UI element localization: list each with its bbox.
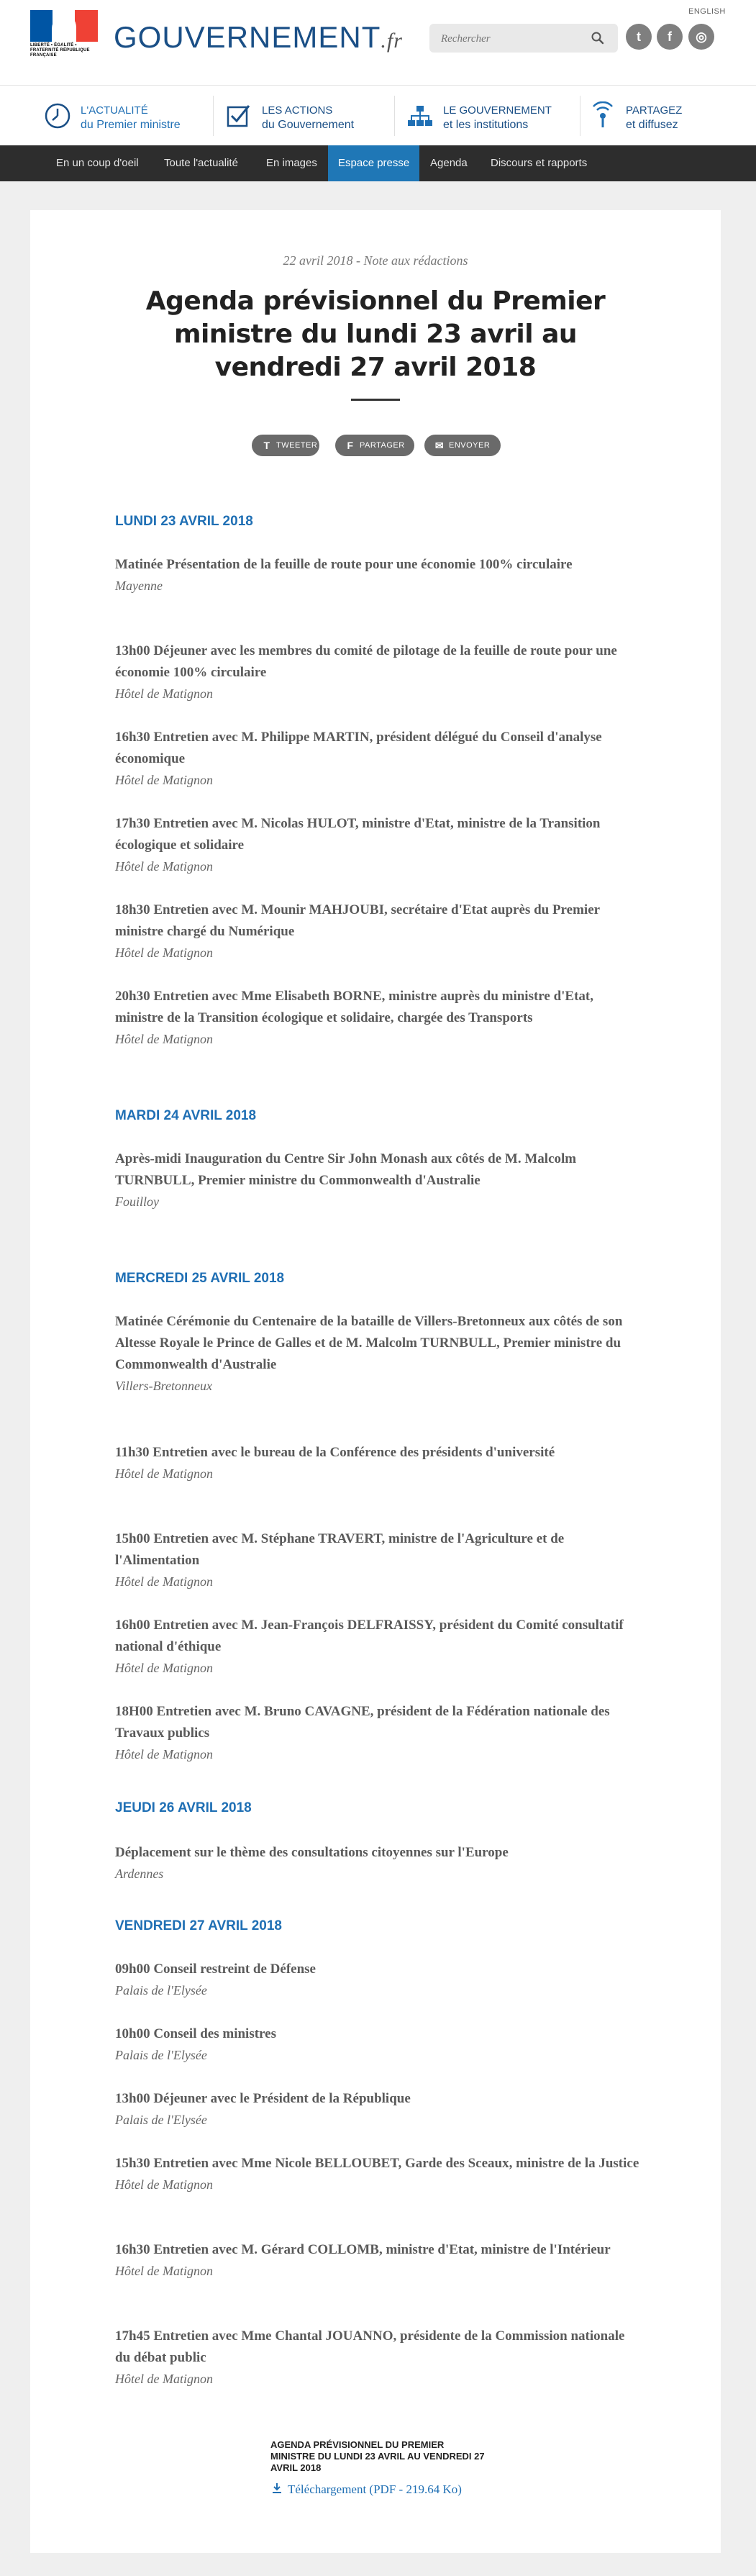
- agenda-entry: 17h45 Entretien avec Mme Chantal JOUANNO, présidente de la Commission nationale du débat public Hôtel de Matignon: [115, 2328, 625, 2386]
- subnav-tab-en-un-coup-doeil[interactable]: En un coup d'oeil: [56, 157, 139, 169]
- download-box: [270, 2439, 486, 2498]
- email-share-button[interactable]: ✉ ENVOYER: [424, 435, 501, 456]
- agenda-entry: 16h00 Entretien avec M. Jean-François DELFRAISSY, président du Comité consultatif national d'éthique Hôtel de Matignon: [115, 1618, 624, 1675]
- article-card: [30, 210, 721, 2553]
- twitter-icon: T: [263, 440, 270, 451]
- sub-navigation: [0, 145, 756, 181]
- section-gouvernement[interactable]: LE GOUVERNEMENT et les institutions: [406, 96, 573, 136]
- day-heading-lundi: LUNDI 23 AVRIL 2018: [115, 514, 253, 529]
- agenda-entry: 15h30 Entretien avec Mme Nicole BELLOUBET, Garde des Sceaux, ministre de la Justice Hôtel de Matignon: [115, 2156, 639, 2192]
- agenda-entry: 16h30 Entretien avec M. Gérard COLLOMB, ministre d'Etat, ministre de l'Intérieur Hôtel de Matignon: [115, 2242, 611, 2278]
- instagram-icon[interactable]: ◎: [688, 24, 714, 50]
- section-partagez[interactable]: PARTAGEZ et diffusez: [588, 96, 718, 136]
- agenda-entry: 10h00 Conseil des ministres Palais de l'Elysée: [115, 2026, 276, 2062]
- facebook-icon[interactable]: f: [657, 24, 683, 50]
- share-buttons: [30, 435, 721, 456]
- agenda-entry: Matinée Présentation de la feuille de route pour une économie 100% circulaire Mayenne: [115, 557, 573, 593]
- section-actualite[interactable]: L'ACTUALITÉ du Premier ministre: [43, 96, 201, 136]
- day-heading-mardi: MARDI 24 AVRIL 2018: [115, 1108, 257, 1123]
- subnav-tab-discours-et-rapports[interactable]: Discours et rapports: [491, 157, 588, 169]
- envelope-icon: ✉: [434, 440, 445, 451]
- agenda-entry: 20h30 Entretien avec Mme Elisabeth BORNE, ministre auprès du ministre d'Etat, ministre de la Transition écologique et solidaire, chargée des Transports Hôtel de Matignon: [115, 989, 593, 1046]
- subnav-tab-agenda[interactable]: Agenda: [430, 157, 468, 169]
- download-title: AGENDA PRÉVISIONNEL DU PREMIER MINISTRE DU LUNDI 23 AVRIL AU VENDREDI 27 AVRIL 2018: [270, 2439, 485, 2473]
- agenda-entry: 18h30 Entretien avec M. Mounir MAHJOUBI, secrétaire d'Etat auprès du Premier ministre chargé du Numérique Hôtel de Matignon: [115, 902, 600, 960]
- download-pdf-link[interactable]: Téléchargement (PDF - 219.64 Ko): [270, 2481, 486, 2498]
- logo-text: LIBERTÉ • ÉGALITÉ • FRATERNITÉ RÉPUBLIQUE FRANÇAISE: [30, 43, 90, 58]
- agenda-entry: Après-midi Inauguration du Centre Sir John Monash aux côtés de M. Malcolm TURNBULL, Premier ministre du Commonwealth d'Australie Fouilloy: [115, 1151, 577, 1209]
- org-chart-icon: [406, 101, 434, 130]
- agenda-entry: 17h30 Entretien avec M. Nicolas HULOT, ministre d'Etat, ministre de la Transition écologique et solidaire Hôtel de Matignon: [115, 816, 601, 874]
- facebook-icon: F: [347, 440, 354, 451]
- subnav-tab-en-images[interactable]: En images: [266, 157, 317, 169]
- agenda-entry: 16h30 Entretien avec M. Philippe MARTIN, président délégué du Conseil d'analyse économique Hôtel de Matignon: [115, 730, 602, 787]
- site-header: [0, 0, 756, 85]
- day-heading-mercredi: MERCREDI 25 AVRIL 2018: [115, 1271, 285, 1286]
- broadcast-icon: [588, 101, 617, 130]
- agenda-entry: 13h00 Déjeuner avec les membres du comité de pilotage de la feuille de route pour une économie 100% circulaire Hôtel de Matignon: [115, 643, 617, 701]
- search-box: [429, 24, 618, 53]
- agenda-entry: 18H00 Entretien avec M. Bruno CAVAGNE, président de la Fédération nationale des Travaux publics Hôtel de Matignon: [115, 1704, 610, 1761]
- agenda-entry: Déplacement sur le thème des consultations citoyennes sur l'Europe Ardennes: [115, 1845, 509, 1881]
- agenda-entry: 15h00 Entretien avec M. Stéphane TRAVERT, ministre de l'Agriculture et de l'Alimentation Hôtel de Matignon: [115, 1531, 565, 1589]
- day-heading-vendredi: VENDREDI 27 AVRIL 2018: [115, 1918, 282, 1933]
- search-input[interactable]: [440, 30, 586, 48]
- agenda-entry: 11h30 Entretien avec le bureau de la Conférence des présidents d'université Hôtel de Matignon: [115, 1445, 555, 1481]
- marianne-icon: [30, 10, 98, 42]
- checkbox-icon: [224, 101, 253, 130]
- subnav-tab-espace-presse[interactable]: Espace presse: [328, 145, 419, 181]
- article-meta: 22 avril 2018 - Note aux rédactions: [283, 253, 468, 268]
- main-sections-nav: [0, 85, 756, 146]
- agenda-entry: 13h00 Déjeuner avec le Président de la République Palais de l'Elysée: [115, 2091, 411, 2127]
- day-heading-jeudi: JEUDI 26 AVRIL 2018: [115, 1800, 252, 1815]
- twitter-icon[interactable]: t: [626, 24, 652, 50]
- facebook-share-button[interactable]: F PARTAGER: [335, 435, 414, 456]
- section-actions[interactable]: LES ACTIONS du Gouvernement: [224, 96, 383, 136]
- search-icon[interactable]: [591, 31, 605, 45]
- download-icon: [270, 2482, 283, 2495]
- republique-francaise-logo[interactable]: [30, 10, 98, 58]
- agenda-entry: 09h00 Conseil restreint de Défense Palais de l'Elysée: [115, 1962, 316, 1997]
- agenda-entry: Matinée Cérémonie du Centenaire de la bataille de Villers-Bretonneux aux côtés de son Altesse Royale le Prince de Galles et de M. Malcolm TURNBULL, Premier ministre du Commonwealth d'Australie Villers-Bretonneux: [115, 1314, 623, 1393]
- clock-icon: [43, 101, 72, 130]
- site-brand[interactable]: GOUVERNEMENT.fr: [114, 20, 403, 54]
- language-switch-link[interactable]: ENGLISH: [688, 7, 726, 16]
- page-title: Agenda prévisionnel du Premier ministre du lundi 23 avril au vendredi 27 avril 2018: [145, 286, 606, 382]
- title-divider: [351, 399, 400, 401]
- subnav-tab-toute-lactualite[interactable]: Toute l'actualité: [164, 157, 238, 169]
- tweet-button[interactable]: T TWEETER: [252, 435, 319, 456]
